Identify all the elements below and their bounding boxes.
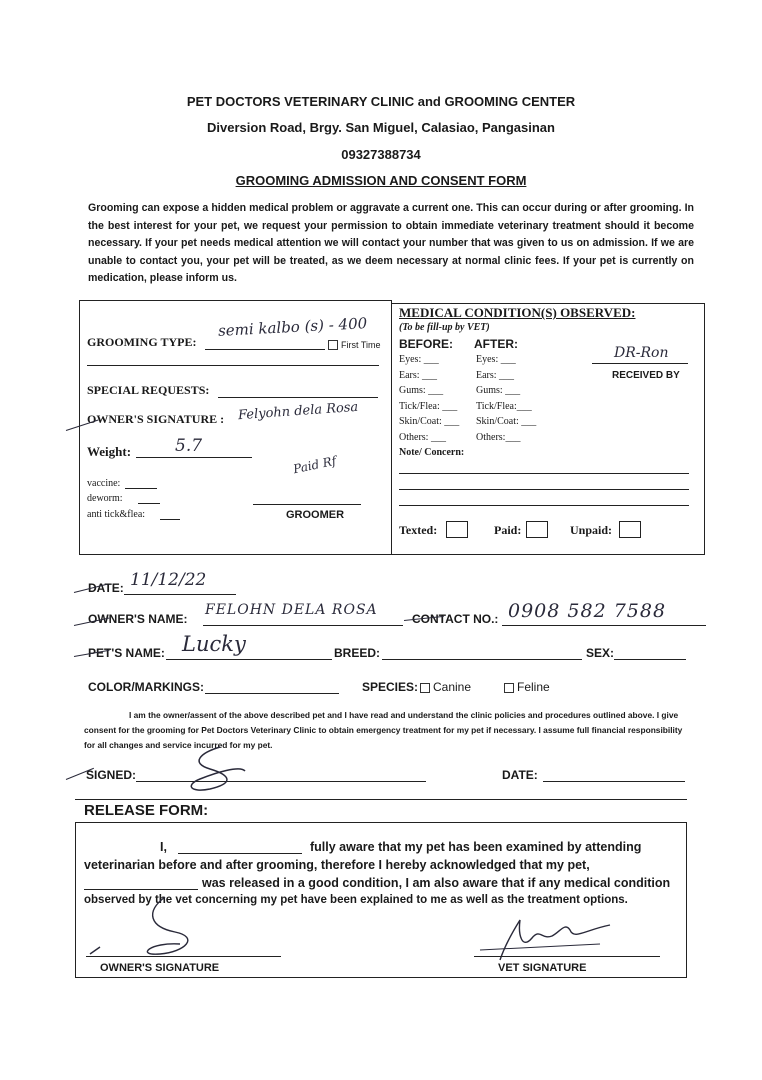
after-list (476, 352, 536, 446)
owner-name-value: FELOHN DELA ROSA (205, 602, 378, 618)
feline-checkbox[interactable] (504, 683, 514, 693)
form-title: GROOMING ADMISSION AND CONSENT FORM (235, 173, 527, 188)
color-markings-label: COLOR/MARKINGS: (88, 680, 204, 694)
groomer-label: GROOMER (286, 509, 345, 521)
signed-label: SIGNED: (86, 768, 137, 782)
paid-checkbox[interactable] (526, 521, 548, 538)
contact-label: CONTACT NO.: (412, 612, 499, 626)
owner-signature-release-label: OWNER'S SIGNATURE (100, 962, 220, 974)
date2-label: DATE: (502, 768, 538, 782)
before-others: Others: ___ (399, 431, 446, 443)
first-time-checkbox[interactable]: First Time (328, 340, 381, 351)
owner-release-signature (90, 892, 220, 972)
vaccine-label: vaccine: (87, 478, 121, 489)
after-eyes: Eyes: ___ (476, 354, 516, 365)
clinic-address: Diversion Road, Brgy. San Miguel, Calasiao, Pangasinan (207, 120, 555, 135)
after-skin: Skin/Coat: ___ (476, 416, 537, 428)
paid-label: Paid: (494, 523, 522, 537)
contact-value: 0908 582 7588 (508, 600, 667, 622)
date-label: DATE: (88, 581, 124, 595)
signed-signature (180, 745, 250, 795)
release-text-4: was released in a good condition, I am also aware that if any medical condition (202, 876, 671, 890)
unpaid-checkbox[interactable] (619, 521, 641, 538)
before-label: BEFORE: (399, 337, 453, 351)
pet-name-label: PET'S NAME: (88, 646, 165, 660)
grooming-type-label: GROOMING TYPE: (87, 335, 197, 349)
feline-option[interactable]: Feline (504, 680, 550, 694)
before-eyes: Eyes: ___ (399, 354, 439, 365)
antitick-label: anti tick&flea: (87, 509, 146, 520)
release-text-1: I, (160, 840, 167, 854)
weight-value: 5.7 (175, 436, 203, 456)
texted-label: Texted: (399, 523, 438, 537)
before-ears: Ears: ___ (399, 369, 438, 381)
intro-paragraph: Grooming can expose a hidden medical problem or aggravate a current one. This can occur during or after grooming. In the best interest for your pet, we request your permission to obtain immediate veterinary treatment should it become necessary. If your pet needs medical attention we will contact your number that was given to us on admission. If we are unable to contact you, your pet will be treated, as we deem necessary at normal clinic fees. If your pet is currently on medication, please inform us. (88, 202, 694, 285)
pet-name-value: Lucky (182, 632, 246, 656)
release-text-5: observed by the vet concerning my pet have been explained to me as well as the treatment options. (84, 894, 628, 906)
paid-note: Paid Rf (292, 453, 338, 477)
note-label: Note/ Concern: (399, 447, 465, 458)
after-label: AFTER: (474, 337, 518, 351)
clinic-phone: 09327388734 (341, 147, 421, 162)
sex-label: SEX: (586, 646, 615, 660)
breed-label: BREED: (334, 646, 381, 660)
date-value: 11/12/22 (130, 570, 207, 590)
after-ears: Ears: ___ (476, 369, 515, 381)
grooming-type-value: semi kalbo (s) - 400 (217, 314, 368, 340)
release-title: RELEASE FORM: (84, 802, 209, 819)
consent-paragraph: I am the owner/assent of the above described pet and I have read and understand the clinic policies and procedures outlined above. I give consent for the grooming for Pet Doctors Veterinary Clinic to obtain emergency treatment for my pet if necessary. I assume full financial responsibility for all changes and service incurred for my pet. (84, 710, 683, 750)
medical-title: MEDICAL CONDITION(S) OBSERVED: (399, 305, 636, 320)
after-gums: Gums: ___ (476, 385, 521, 397)
vet-signature (470, 910, 620, 970)
after-others: Others:___ (476, 431, 521, 443)
received-by-label: RECEIVED BY (612, 370, 680, 381)
weight-label: Weight: (87, 444, 132, 459)
canine-option[interactable]: Canine (420, 680, 471, 694)
owner-signature-value: Felyohn dela Rosa (237, 399, 359, 424)
received-by-value: DR-Ron (614, 345, 669, 361)
vet-signature-label: VET SIGNATURE (498, 962, 587, 974)
deworm-label: deworm: (87, 493, 123, 504)
before-list (399, 352, 459, 446)
special-requests-label: SPECIAL REQUESTS: (87, 383, 210, 397)
after-tick: Tick/Flea:___ (476, 400, 532, 412)
before-gums: Gums: ___ (399, 385, 444, 397)
unpaid-label: Unpaid: (570, 523, 613, 537)
texted-checkbox[interactable] (446, 521, 468, 538)
before-tick: Tick/Flea: ___ (399, 400, 458, 412)
before-skin: Skin/Coat: ___ (399, 416, 460, 428)
clinic-name: PET DOCTORS VETERINARY CLINIC and GROOMING CENTER (186, 94, 576, 109)
owner-signature-label: OWNER'S SIGNATURE : (87, 412, 225, 426)
species-label: SPECIES: (362, 680, 419, 694)
medical-subtitle: (To be fill-up by VET) (399, 322, 490, 333)
release-text-2: fully aware that my pet has been examined by attending (310, 840, 642, 854)
owner-name-label: OWNER'S NAME: (88, 612, 188, 626)
canine-checkbox[interactable] (420, 683, 430, 693)
release-text-3: veterinarian before and after grooming, therefore I hereby acknowledged that my pet, (84, 858, 590, 872)
